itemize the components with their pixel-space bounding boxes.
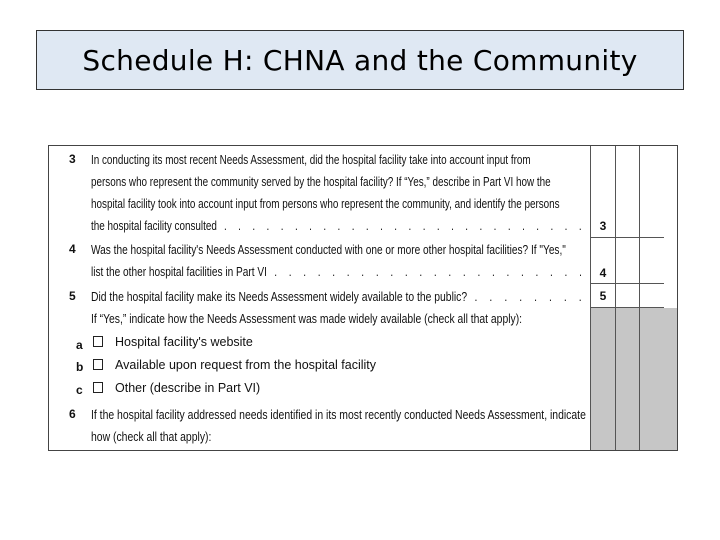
question-6-text xyxy=(91,404,586,448)
slide-title-box xyxy=(36,30,684,90)
question-number-5: 5 xyxy=(69,289,76,303)
option-c-label: Other (describe in Part VI) xyxy=(115,381,261,395)
option-a-checkbox[interactable] xyxy=(93,336,103,347)
shade-divider-2 xyxy=(639,308,640,450)
schedule-h-form-excerpt xyxy=(48,145,678,451)
option-b-checkbox[interactable] xyxy=(93,359,103,370)
question-number-6: 6 xyxy=(69,407,76,421)
option-b-letter: b xyxy=(76,360,84,374)
slide-title: Schedule H: CHNA and the Community xyxy=(82,43,638,77)
question-5-line-1: Did the hospital facility make its Needs Assessment widely available to the public? . . . . . . . . xyxy=(91,290,587,304)
option-a-label: Hospital facility's website xyxy=(115,335,253,349)
question-3-line-2: persons who represent the community served by the hospital facility? If “Yes,” describe in Part VI how the xyxy=(91,175,551,189)
shaded-answer-area xyxy=(591,308,678,451)
option-b-label: Available upon request from the hospital facility xyxy=(115,358,377,372)
question-6-line-1: If the hospital facility addressed needs identified in its most recently conducted Needs Assessment, indicate xyxy=(91,408,586,422)
question-3-text xyxy=(91,149,586,237)
option-a-letter: a xyxy=(76,338,83,352)
option-c-letter: c xyxy=(76,383,83,397)
shade-divider-1 xyxy=(615,308,616,450)
box-4-rule xyxy=(590,283,664,284)
question-4-line-1: Was the hospital facility's Needs Assessment conducted with one or more other hospital facilities? If "Yes," xyxy=(91,243,566,257)
box-number-3: 3 xyxy=(599,219,607,233)
question-number-3: 3 xyxy=(69,152,76,166)
question-number-4: 4 xyxy=(69,242,76,256)
option-c-checkbox[interactable] xyxy=(93,382,103,393)
box-number-4: 4 xyxy=(599,266,607,280)
box-3-rule xyxy=(590,237,664,238)
question-4-text xyxy=(91,239,587,283)
question-3-line-1: In conducting its most recent Needs Assessment, did the hospital facility take into account input from xyxy=(91,153,531,167)
question-5-line-2: If “Yes,” indicate how the Needs Assessment was made widely available (check all that apply): xyxy=(91,312,523,326)
question-3-line-4: the hospital facility consulted . . . . . . . . . . . . . . . . . . . . . . . . . . xyxy=(91,219,586,233)
question-4-line-2: list the other hospital facilities in Part VI . . . . . . . . . . . . . . . . . . . . . . xyxy=(91,265,587,279)
box-number-5: 5 xyxy=(599,289,607,303)
question-5-text xyxy=(91,286,587,330)
question-3-line-3: hospital facility took into account input from persons who represent the community, and identify the persons xyxy=(91,197,560,211)
question-6-line-2: how (check all that apply): xyxy=(91,430,212,444)
